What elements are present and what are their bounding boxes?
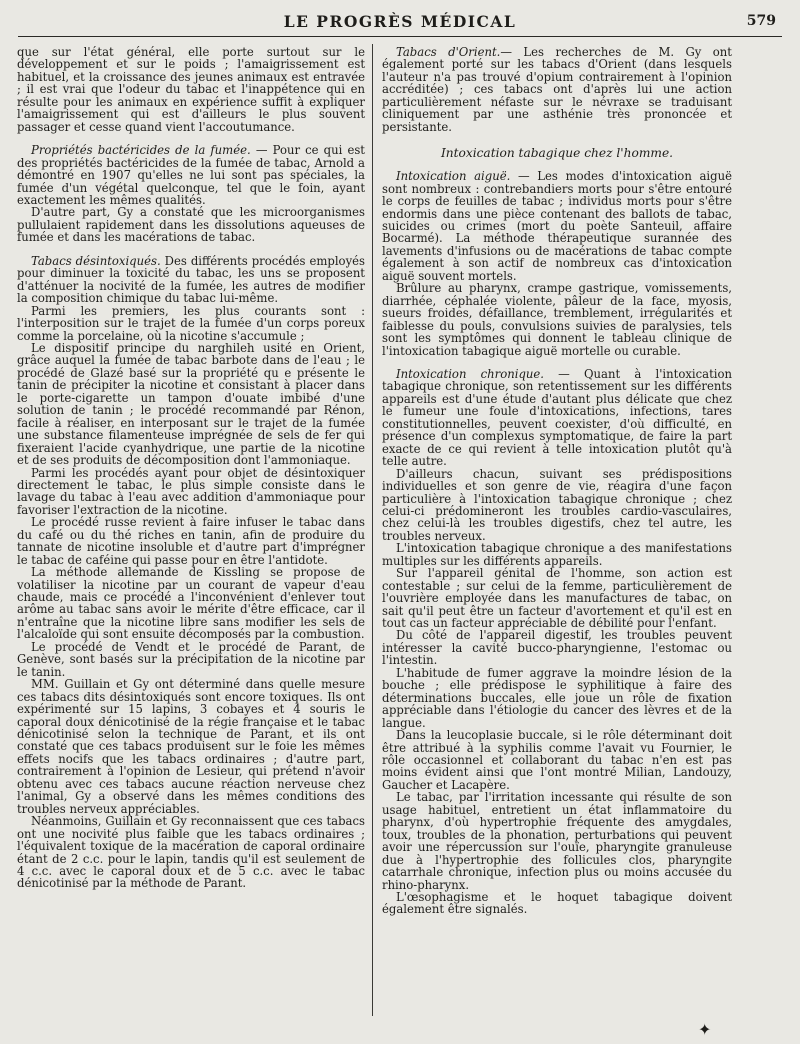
paragraph: Le procédé russe revient à faire infuser le tabac dans du café ou du thé riches en tanin, afin de produire du tannate de nicotine insoluble et d'autre part d'imprégner le tabac de caféine qui passe pour en être l'antidote. [17,515,365,567]
paragraph: L'œsophagisme et le hoquet tabagique doivent également être signalés. [382,890,732,916]
section-heading: Intoxication tabagique chez l'homme. [440,146,674,161]
section-lead: Tabacs d'Orient. [396,46,501,59]
section-lead: Intoxication chronique. [396,366,544,381]
page-number: 579 [746,13,776,29]
paragraph: L'intoxication tabagique chronique a des manifestations multiples sur les différents appareils. [382,541,732,568]
paragraph: Tabacs désintoxiqués. Des différents procédés employés pour diminuer la toxicité du tabac, les uns se proposent d'atténuer la nocivité de la fumée, les autres de modifier la composition chimique du tabac lui-même. [17,253,365,306]
paragraph: Intoxication aiguë. — Les modes d'intoxication aiguë sont nombreux : contrebandiers morts pour s'être entouré le corps de feuilles de tabac ; individus morts pour s'être endormis dans une pièce contenant des ballots de tabac, suicides ou crimes (mort du poète Santeuil, affaire Bocarmé). La méthode thérapeutique surannée des lavements d'infusions ou de macérations de tabac compte également à son actif de nombreux cas d'intoxication aiguë souvent mortels. [382,169,732,283]
paragraph: Néanmoins, Guillain et Gy reconnaissent que ces tabacs ont une nocivité plus faible que les tabacs ordinaires ; l'équivalent toxique de la macération de caporal ordinaire étant de 2 c.c. pour le lapin, tandis qu'il est seulement de 4 c.c. avec le caporal doux et de 5 c.c. avec le tabac dénicotinisé par la méthode de Parant. [17,814,365,890]
paragraph: Du côté de l'appareil digestif, les troubles peuvent intéresser la cavité bucco-pharyngienne, l'estomac ou l'intestin. [382,628,732,668]
paragraph: que sur l'état général, elle porte surtout sur le développement et sur le poids ; l'amaigrissement est habituel, et la croissance des jeunes animaux est entravée ; il est vrai que l'odeur du tabac et l'inappétence qui en résulte pour les animaux en expérience suffit à expliquer l'amaigrissement qui est d'ailleurs le plus souvent passager et cesse quand vient l'accoutumance. [17,46,365,134]
paragraph: L'habitude de fumer aggrave la moindre lésion de la bouche ; elle prédispose le syphilitique à faire des déterminations buccales, elle joue un rôle de fixation appréciable dans l'étiologie du cancer des lèvres et de la langue. [382,665,732,730]
end-ornament-icon: ✦ [698,1020,712,1039]
column-rule [372,44,373,1016]
page-header [18,10,782,37]
paragraph: Dans la leucoplasie buccale, si le rôle déterminant doit être attribué à la syphilis comme l'avait vu Fournier, le rôle occasionnel et collaborant du tabac n'en est pas moins évident ainsi que l'ont montré Milian, Landouzy, Gaucher et Lacapère. [382,728,732,792]
paragraph: La méthode allemande de Kissling se propose de volatiliser la nicotine par un courant de vapeur d'eau chaude, mais ce procédé a l'inconvénient d'enlever tout arôme au tabac sans avoir le mérite d'être efficace, car il n'entraîne que la nicotine libre sans modifier les sels de l'alcaloïde qui sont ensuite décomposés par la combustion. [17,565,365,642]
paragraph: Propriétés bactéricides de la fumée. — Pour ce qui est des propriétés bactéricides de la fumée de tabac, Arnold a démontré en 1907 qu'elles ne lui sont pas spéciales, la fumée d'un végétal quelconque, tel que le foin, ayant exactement les mêmes qualités. [17,143,365,207]
paragraph: Le tabac, par l'irritation incessante qui résulte de son usage habituel, entretient un état inflammatoire du pharynx, d'où hypertrophie fréquente des amygdales, toux, troubles de la phonation, perturbations qui peuvent avoir une répercussion sur l'ouïe, pharyngite granuleuse due à l'hypertrophie des follicules clos, pharyngite catarrhale chronique, infection plus ou moins accusée du rhino-pharynx. [382,790,732,892]
paragraph: Tabacs d'Orient.— Les recherches de M. Gy ont également porté sur les tabacs d'Orient (dans lesquels l'auteur n'a pas trouvé d'opium contrairement à l'opinion accréditée) ; ces tabacs ont d'après lui une action particulièrement néfaste sur le névraxe se traduisant cliniquement par une asthénie très prononcée et persistante. [382,46,732,134]
paragraph: Sur l'appareil génital de l'homme, son action est contestable ; sur celui de la femme, particulièrement de l'ouvrière employée dans les manufactures de tabac, on sait qu'il peut être un facteur d'avortement et qu'il est en tout cas un facteur appréciable de débilité pour l'enfant. [382,566,732,631]
paragraph: Intoxication chronique. — Quant à l'intoxication tabagique chronique, son retentissement sur les différents appareils est d'une étude d'autant plus délicate que chez le fumeur une foule d'intoxications, infections, tares constitutionnelles, peuvent coexister, d'où difficulté, en présence d'un complexus symptomatique, de faire la part exacte de ce qui revient à telle intoxication plutôt qu'à telle autre. [382,366,732,469]
paragraph: D'autre part, Gy a constaté que les microorganismes pullulaient rapidement dans les dissolutions aqueuses de fumée et dans les macérations de tabac. [17,205,365,245]
paragraph: Parmi les procédés ayant pour objet de désintoxiquer directement le tabac, le plus simple consiste dans le lavage du tabac à l'eau avec addition d'ammoniaque pour favoriser l'extraction de la nicotine. [17,465,365,517]
paragraph: D'ailleurs chacun, suivant ses prédispositions individuelles et son genre de vie, réagira d'une façon particulière à l'intoxication tabagique chronique ; chez celui-ci prédomineront les troubles cardio-vasculaires, chez celui-là les troubles digestifs, chez tel autre, les troubles nerveux. [382,466,732,543]
paragraph: MM. Guillain et Gy ont déterminé dans quelle mesure ces tabacs dits désintoxiqués sont encore toxiques. Ils ont expérimenté sur 15 lapins, 3 cobayes et 4 souris le caporal doux dénicotinisé de la régie française et le tabac dénicotinisé selon la technique de Parant, et ils ont constaté que ces tabacs produisent sur le foie les mêmes effets nocifs que les tabacs ordinaires ; d'autre part, contrairement à l'opinion de Lesieur, qui prétend n'avoir obtenu avec ces tabacs aucune réaction nerveuse chez l'animal, Gy a observé dans les mêmes conditions des troubles nerveux appréciables. [17,677,365,816]
paragraph: Le dispositif principe du narghileh usité en Orient, grâce auquel la fumée de tabac barbote dans de l'eau ; le procédé de Glazé basé sur la propriété qu e présente le tanin de précipiter la nicotine et consistant à placer dans le porte-cigarette un tampon d'ouate imbibé d'une solution de tanin ; le procédé recommandé par Rénon, facile à réaliser, en interposant sur le trajet de la fumée une substance filamenteuse imprégnée de sels de fer qui fixeraient l'acide cyanhydrique, une partie de la nicotine et de ses produits de décomposition dont l'ammoniaque. [17,340,365,468]
right-column [382,46,732,916]
paragraph: Brûlure au pharynx, crampe gastrique, vomissements, diarrhée, céphalée violente, pâleur de la face, myosis, sueurs froides, défaillance, tremblement, irrégularités et faiblesse du pouls, convulsions suivies de paralysies, tels sont les symptômes qui donnent le tableau clinique de l'intoxication tabagique aiguë mortelle ou curable. [382,281,732,358]
paragraph: Le procédé de Vendt et le procédé de Parant, de Genève, sont basés sur la précipitation de la nicotine par le tanin. [17,639,365,679]
journal-title: LE PROGRÈS MÉDICAL [283,12,517,31]
paragraph: Parmi les premiers, les plus courants sont : l'interposition sur le trajet de la fumée d'un corps poreux comme la porcelaine, où la nicotine s'accumule ; [17,303,365,343]
section-lead: Intoxication aiguë. [396,169,511,184]
section-lead: Propriétés bactéricides de la fumée. [31,143,251,158]
section-lead: Tabacs désintoxiqués. [31,253,161,268]
left-column [17,46,365,890]
